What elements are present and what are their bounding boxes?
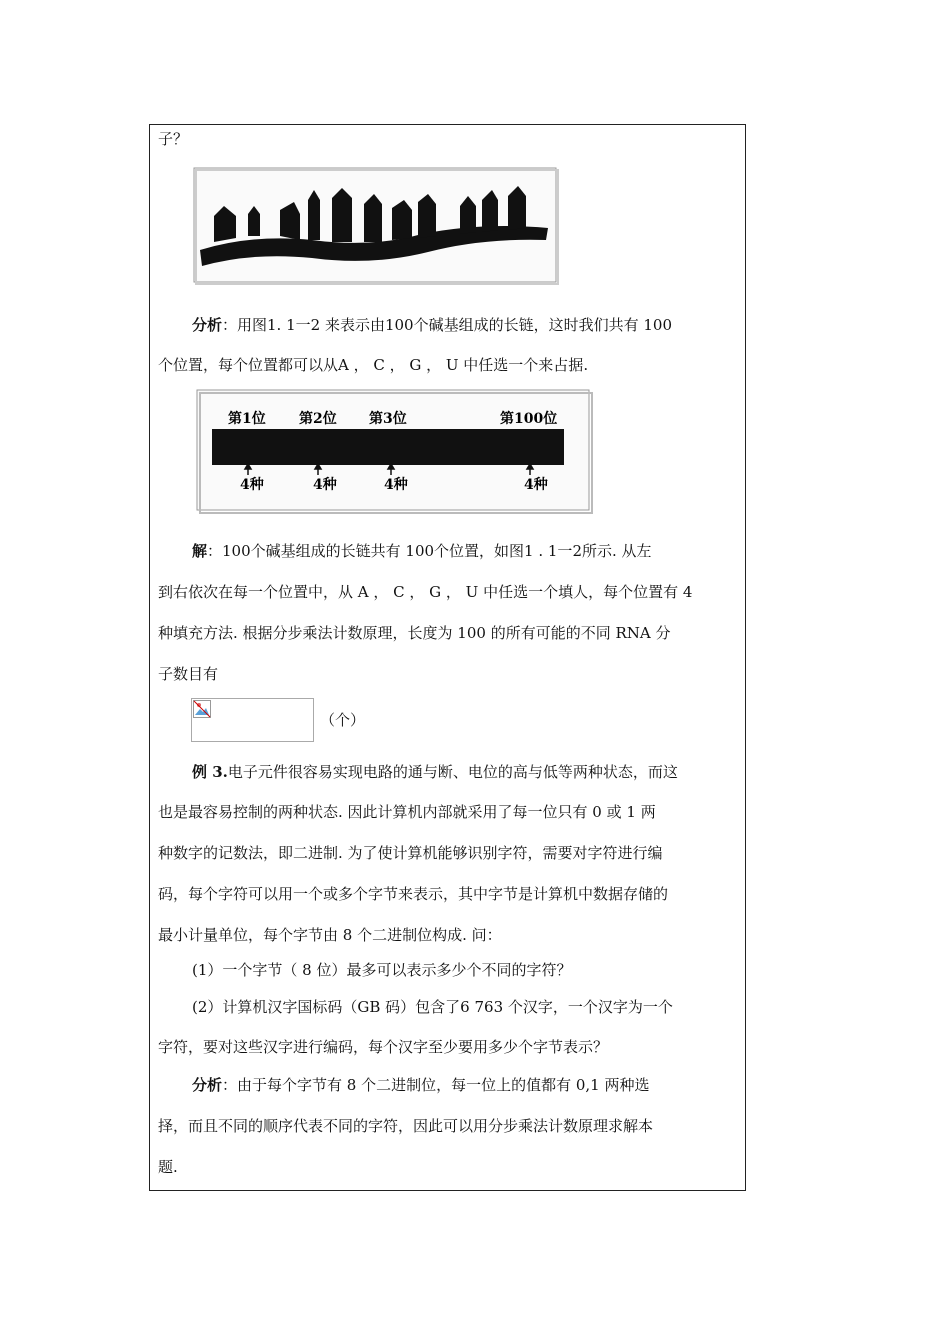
- position-chain-figure: [196, 389, 594, 515]
- example-3-text-1: 电子元件很容易实现电路的通与断、电位的高与低等两种状态，而这: [227, 763, 678, 781]
- analysis-1-label: 分析: [192, 316, 223, 334]
- example-3-line-5: 最小计量单位，每个字节由 8 个二进制位构成. 问：: [158, 926, 502, 944]
- analysis-1-line-1: [192, 315, 672, 335]
- analysis-2-label: 分析: [192, 1076, 223, 1094]
- solution-line-1: [192, 541, 652, 561]
- position-1-kinds: 4种: [240, 477, 264, 493]
- analysis-2-line-3: 题.: [158, 1158, 178, 1176]
- rna-chain-figure: [192, 166, 560, 286]
- example-3-line-1: [192, 762, 678, 782]
- analysis-2-line-2: 择，而且不同的顺序代表不同的字符，因此可以用分步乘法计数原理求解本: [158, 1117, 654, 1135]
- example-3-question-2-line-2: 字符，要对这些汉字进行编码，每个汉字至少要用多少个字节表示？: [158, 1038, 609, 1056]
- position-1-label: 第1位: [228, 411, 266, 427]
- position-3-label: 第3位: [369, 411, 407, 427]
- position-100-kinds: 4种: [524, 477, 548, 493]
- question-tail: 子？: [158, 130, 189, 148]
- analysis-1-text-1: ：用图1. 1一2 来表示由100个碱基组成的长链，这时我们共有 100: [222, 316, 672, 334]
- position-100-label: 第100位: [500, 411, 558, 427]
- formula-image-placeholder: [191, 698, 314, 742]
- solution-line-4: 子数目有: [158, 665, 219, 683]
- solution-line-2: 到右依次在每一个位置中，从 A ， C ， G ， U 中任选一个填人，每个位置有 4: [158, 583, 693, 601]
- analysis-2-text-1: ：由于每个字节有 8 个二进制位，每一位上的值都有 0,1 两种选: [222, 1076, 650, 1094]
- example-3-label: 例 3.: [192, 763, 228, 781]
- solution-label: 解: [192, 542, 208, 560]
- example-3-line-2: 也是最容易控制的两种状态. 因此计算机内部就采用了每一位只有 0 或 1 两: [158, 803, 656, 821]
- solution-text-1: ：100个碱基组成的长链共有 100个位置，如图1 . 1一2所示. 从左: [207, 542, 652, 560]
- broken-image-icon: [193, 700, 211, 718]
- position-2-label: 第2位: [299, 411, 337, 427]
- chain-bar: [212, 429, 564, 465]
- solution-unit: （个）: [320, 711, 366, 729]
- position-2-kinds: 4种: [313, 477, 337, 493]
- position-3-kinds: 4种: [384, 477, 408, 493]
- analysis-2-line-1: [192, 1075, 650, 1095]
- example-3-line-3: 种数字的记数法，即二进制. 为了使计算机能够识别字符，需要对字符进行编: [158, 844, 663, 862]
- example-3-line-4: 码，每个字符可以用一个或多个字节来表示，其中字节是计算机中数据存储的: [158, 885, 669, 903]
- analysis-1-line-2: 个位置，每个位置都可以从A ， C ， G ， U 中任选一个来占据.: [158, 356, 589, 374]
- example-3-question-1: (1）一个字节（ 8 位）最多可以表示多少个不同的字符？: [192, 961, 572, 979]
- solution-line-3: 种填充方法. 根据分步乘法计数原理，长度为 100 的所有可能的不同 RNA 分: [158, 624, 671, 642]
- example-3-question-2-line-1: (2）计算机汉字国标码（GB 码）包含了6 763 个汉字，一个汉字为一个: [192, 998, 673, 1016]
